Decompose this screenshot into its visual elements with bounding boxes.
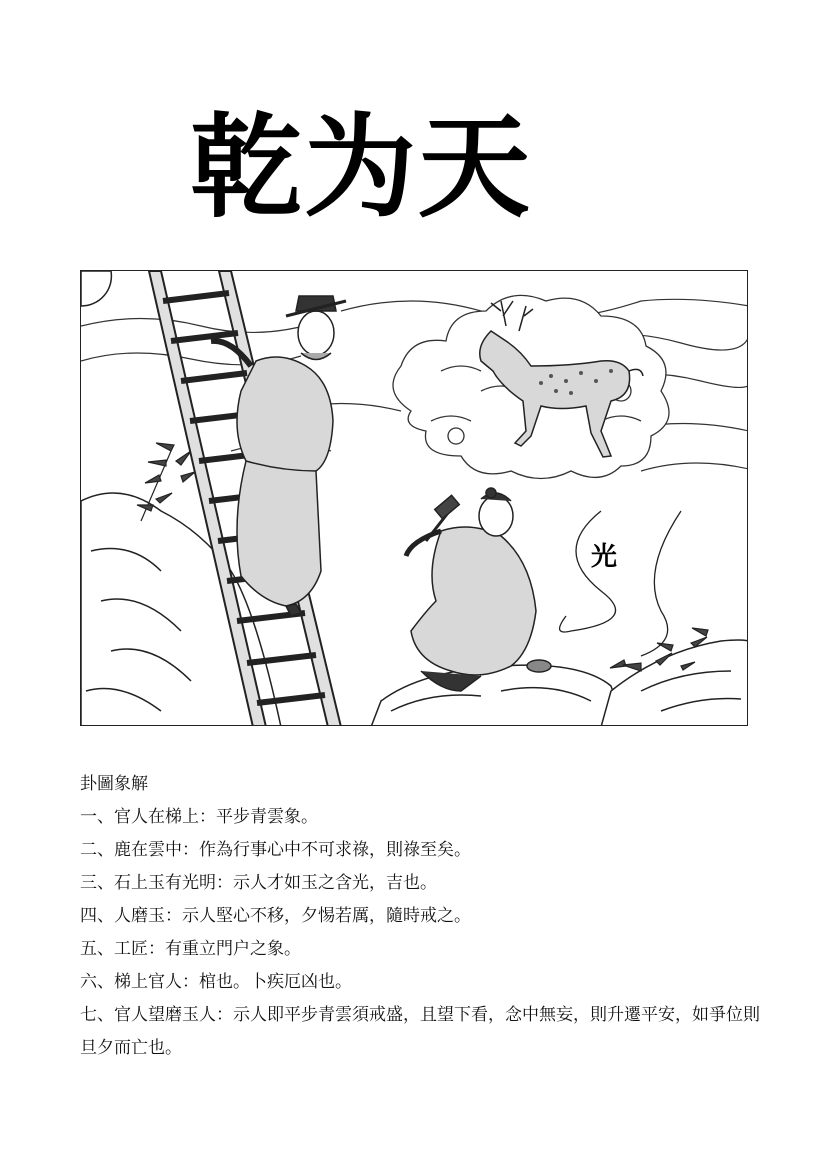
craftsman-figure bbox=[406, 488, 551, 691]
right-hill bbox=[601, 640, 748, 726]
caption-line-5: 五、工匠：有重立門户之象。 bbox=[80, 939, 301, 959]
caption-line-6: 六、梯上官人：棺也。卜疾厄凶也。 bbox=[80, 972, 352, 992]
moon bbox=[81, 271, 111, 306]
caption-line-4: 四、人磨玉：示人堅心不移，夕惕若厲，隨時戒之。 bbox=[80, 906, 471, 926]
caption-line-7: 七、官人望磨玉人：示人即平步青雲須戒盛，且望下看，念中無妄，則升遷平安，如爭位則旦夕而亡也。 bbox=[80, 1005, 760, 1058]
caption-line-2: 二、鹿在雲中：作為行事心中不可求祿，則祿至矣。 bbox=[80, 840, 471, 860]
page-title: 乾为天 bbox=[190, 103, 532, 233]
illustration-drawing bbox=[81, 271, 748, 726]
caption-line-3: 三、石上玉有光明：示人才如玉之含光，吉也。 bbox=[80, 873, 437, 893]
caption-heading: 卦圖象解 bbox=[80, 774, 148, 794]
right-rock bbox=[371, 665, 616, 726]
light-character: 光 bbox=[591, 542, 618, 572]
caption-block bbox=[80, 768, 760, 1065]
bamboo-left bbox=[137, 443, 195, 521]
light-rays bbox=[560, 511, 681, 656]
hexagram-illustration bbox=[80, 270, 748, 726]
caption-line-1: 一、官人在梯上：平步青雲象。 bbox=[80, 807, 318, 827]
